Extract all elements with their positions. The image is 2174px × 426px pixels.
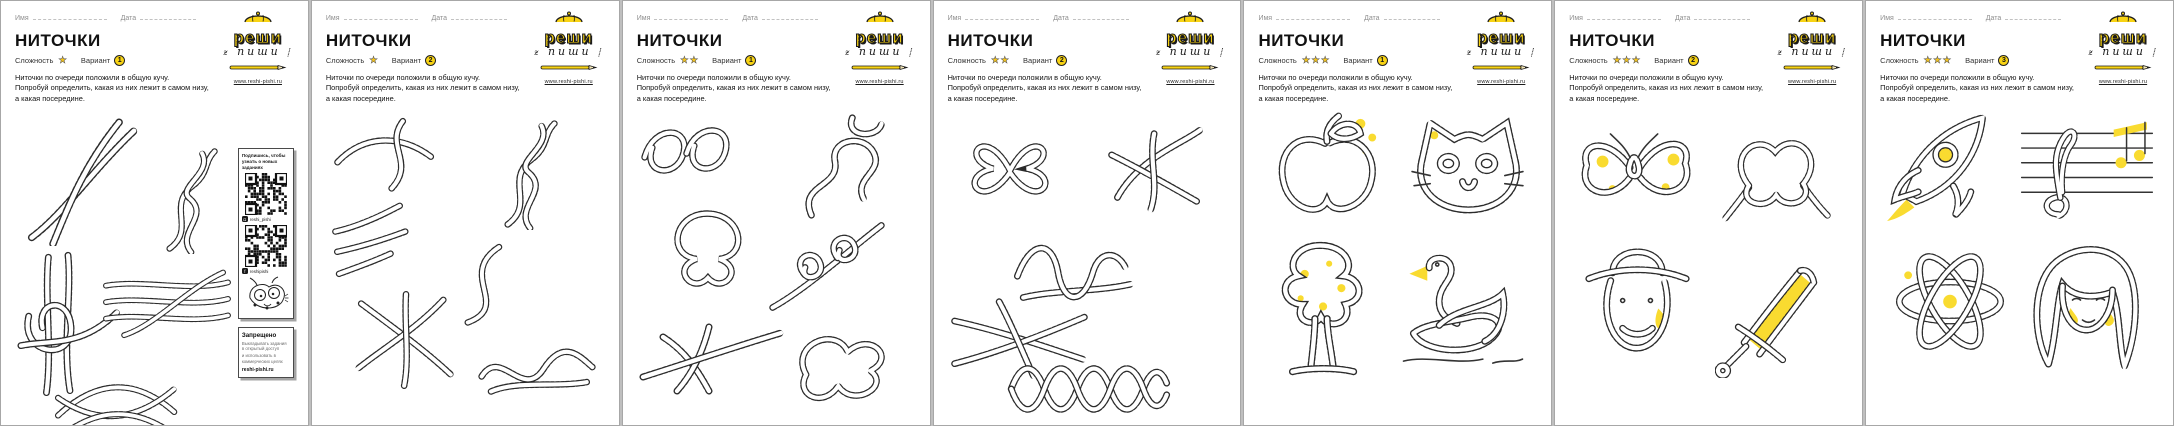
logo-word-pishi: ƶ пиши ⸽ (223, 45, 293, 58)
logo-flourish: ⸽ (598, 48, 604, 57)
instagram-handle: reshi_pishi (249, 216, 271, 222)
logo-flourish: ⸽ (1530, 48, 1536, 57)
forbidden-box (238, 327, 294, 377)
page-title: НИТОЧКИ (15, 31, 101, 50)
instructions-line: Попробуй определить, какая из них лежит в самом низу, (947, 83, 1142, 93)
qr-code-facebook (245, 225, 287, 267)
star-icon: ★ (680, 54, 689, 66)
star-icon: ★ (689, 54, 699, 66)
name-blank-line (1276, 13, 1350, 20)
name-blank-line (1898, 13, 1972, 20)
logo-url: www.reshi-pishi.ru (1166, 79, 1215, 86)
logo-word-pishi: ƶ пиши ⸽ (1466, 45, 1536, 58)
variant-number-badge: 1 (1377, 55, 1388, 66)
difficulty-label: Сложность (947, 56, 986, 65)
qr-code-instagram (245, 173, 287, 215)
thread-drawings (1258, 110, 1537, 422)
difficulty-stars (57, 56, 67, 66)
thread-tangle-twist-figure (494, 118, 570, 230)
name-blank-line (654, 13, 728, 20)
difficulty-stars (679, 56, 698, 66)
difficulty-stars (368, 56, 378, 66)
instructions-line: Ниточки по очереди положили в общую кучу. (325, 73, 481, 82)
date-label: Дата (120, 15, 137, 22)
thread-tangle-chevrons-figure (328, 196, 420, 280)
logo-word-pishi: ƶ пиши ⸽ (845, 45, 915, 58)
logo-flourish: ⸽ (1841, 48, 1847, 57)
logo-flourish: ƶ (1777, 48, 1785, 57)
instructions-line: Ниточки по очереди положили в общую кучу. (947, 73, 1102, 82)
logo-word-pishi: ƶ пиши ⸽ (2088, 45, 2158, 58)
star-icon: ★ (1000, 54, 1010, 66)
logo-word-reshi: реши (2098, 28, 2148, 47)
thread-tangle-bird-figure (1100, 116, 1216, 218)
instagram-row (242, 216, 290, 222)
star-icon: ★ (1612, 54, 1622, 66)
difficulty-label: Сложность (1258, 56, 1297, 65)
subscribe-text: Подпишись, чтобы узнать о новых заданиях (241, 153, 286, 170)
instructions (1569, 73, 1785, 104)
graduation-cap-icon (2108, 10, 2138, 23)
star-icon: ★ (1320, 54, 1330, 66)
date-label: Дата (1364, 15, 1380, 22)
star-icon: ★ (1622, 54, 1631, 66)
name-label: Имя (636, 15, 651, 22)
thread-drawings (637, 110, 916, 422)
reshi-pishi-logo (841, 10, 919, 85)
instructions (637, 73, 853, 104)
name-label: Имя (947, 15, 962, 22)
instructions-line: а какая посередине. (15, 93, 85, 103)
thread-tangle-cross-figure (15, 118, 155, 246)
date-blank-line (1384, 13, 1440, 20)
thread-girl-face-figure (2024, 236, 2150, 376)
thread-atom-figure (1884, 246, 2016, 358)
logo-url: www.reshi-pishi.ru (2098, 79, 2148, 86)
difficulty-stars (1923, 56, 1952, 66)
forbidden-title: Запрещено (241, 332, 277, 340)
star-icon: ★ (58, 54, 67, 66)
thread-tangle-loops-figure (637, 110, 761, 194)
thread-tangle-blob-figure (777, 316, 909, 420)
worksheet-page (1865, 0, 2174, 426)
difficulty-label: Сложность (1569, 56, 1608, 65)
date-blank-line (140, 13, 196, 20)
instructions-line: Попробуй определить, какая из них лежит в самом низу, (1569, 83, 1764, 93)
pencil-icon (540, 64, 598, 71)
thread-tree-figure (1264, 238, 1376, 378)
graduation-cap-icon (1797, 10, 1827, 23)
thread-rocket-figure (1884, 110, 2008, 222)
logo-flourish: ƶ (1466, 48, 1475, 57)
facebook-icon: f (242, 268, 248, 274)
logo-word-reshi: реши (544, 28, 593, 47)
thread-tangle-trefoil-figure (954, 110, 1066, 218)
star-icon: ★ (1311, 54, 1320, 66)
thread-butterfly-figure (1575, 110, 1703, 218)
instructions (326, 73, 542, 104)
instructions (1880, 73, 2096, 104)
pencil-icon (229, 64, 287, 71)
ladybug-mascot-illustration (243, 276, 289, 314)
difficulty-stars (990, 56, 1009, 66)
page-title: НИТОЧКИ (325, 31, 412, 50)
name-label: Имя (1569, 15, 1583, 22)
reshi-pishi-logo (219, 10, 297, 85)
thread-drawings (948, 110, 1227, 422)
variant-number-badge: 1 (745, 55, 756, 66)
pencil-icon (1783, 64, 1841, 71)
star-icon: ★ (1631, 54, 1641, 66)
star-icon: ★ (1942, 54, 1952, 66)
logo-url: www.reshi-pishi.ru (1788, 79, 1837, 86)
pencil-icon (1472, 64, 1530, 71)
instructions-line: а какая посередине. (636, 93, 707, 103)
thread-tangle-twist-figure (157, 146, 229, 254)
variant-label: Вариант (1965, 56, 1995, 65)
logo-flourish: ⸽ (287, 48, 293, 57)
name-blank-line (1587, 13, 1661, 20)
thread-drawings (1880, 110, 2159, 422)
logo-flourish: ƶ (534, 48, 542, 57)
thread-sword-figure (1715, 244, 1841, 378)
thread-tangle-braid-figure (101, 260, 233, 346)
variant-label: Вариант (80, 56, 111, 65)
instructions-line: Ниточки по очереди положили в общую кучу. (1569, 73, 1724, 82)
variant-number-badge: 2 (1056, 55, 1067, 66)
instructions-line: Попробуй определить, какая из них лежит в самом низу, (325, 83, 520, 93)
worksheet-page (0, 0, 309, 426)
logo-word-reshi: реши (855, 28, 904, 47)
subscribe-box (238, 148, 294, 319)
worksheet-page (933, 0, 1242, 426)
page-title: НИТОЧКИ (1258, 31, 1345, 50)
thread-cat-figure (1404, 110, 1530, 218)
difficulty-label: Сложность (1880, 56, 1919, 65)
difficulty-label: Сложность (15, 56, 54, 65)
graduation-cap-icon (554, 10, 584, 23)
star-icon: ★ (369, 54, 378, 66)
instructions-line: а какая посередине. (1880, 93, 1951, 103)
worksheet-page (1554, 0, 1863, 426)
star-icon: ★ (1301, 54, 1311, 66)
page-title: НИТОЧКИ (636, 31, 723, 50)
date-label: Дата (742, 15, 758, 22)
instructions-line: Ниточки по очереди положили в общую кучу. (1880, 73, 2035, 82)
variant-number-badge: 3 (1998, 55, 2009, 66)
instructions-line: Ниточки по очереди положили в общую кучу. (15, 73, 170, 82)
variant-label: Вариант (712, 56, 742, 65)
logo-word-pishi: ƶ пиши ⸽ (1155, 45, 1225, 58)
logo-flourish: ƶ (1155, 48, 1164, 57)
graduation-cap-icon (1175, 10, 1205, 23)
logo-flourish: ƶ (223, 48, 231, 57)
thread-swan-figure (1394, 250, 1530, 374)
logo-url: www.reshi-pishi.ru (1477, 79, 1526, 86)
date-blank-line (762, 13, 818, 20)
instructions-line: Попробуй определить, какая из них лежит в самом низу, (1880, 83, 2074, 93)
logo-url: www.reshi-pishi.ru (233, 79, 282, 86)
logo-word-reshi: реши (1166, 28, 1215, 47)
difficulty-label: Сложность (325, 56, 365, 65)
variant-number-badge: 2 (425, 55, 436, 66)
forbidden-line: и использовать в коммерческих целях (241, 353, 283, 365)
instructions-line: а какая посередине. (1258, 93, 1329, 103)
date-blank-line (1694, 13, 1750, 20)
star-icon: ★ (990, 54, 1000, 66)
thread-drawings (15, 110, 294, 422)
thread-tangle-wave-figure (476, 332, 598, 404)
reshi-pishi-logo (1151, 10, 1229, 85)
reshi-pishi-logo (1462, 10, 1540, 85)
worksheet-page (1243, 0, 1552, 426)
graduation-cap-icon (1486, 10, 1516, 23)
forbidden-line: Выкладывать задания в открытый доступ (241, 340, 287, 352)
instructions-line: а какая посередине. (947, 93, 1018, 103)
name-blank-line (965, 13, 1039, 20)
logo-word-reshi: реши (1787, 28, 1837, 47)
name-blank-line (344, 13, 418, 20)
star-icon: ★ (1933, 54, 1942, 66)
pencil-icon (851, 64, 909, 71)
date-blank-line (451, 13, 507, 20)
logo-word-reshi: реши (1477, 28, 1526, 47)
thread-apple-figure (1268, 110, 1386, 228)
instructions-line: а какая посередине. (325, 93, 396, 103)
promo-sidebar (238, 148, 294, 378)
logo-flourish: ƶ (845, 48, 853, 57)
variant-label: Вариант (1654, 56, 1684, 65)
reshi-pishi-logo (530, 10, 608, 85)
logo-flourish: ƶ (2088, 48, 2096, 57)
page-title: НИТОЧКИ (1569, 31, 1656, 50)
pencil-icon (1161, 64, 1219, 71)
date-blank-line (1073, 13, 1129, 20)
thread-tangle-arcs-figure (51, 354, 183, 426)
variant-label: Вариант (391, 56, 422, 65)
date-label: Дата (1053, 15, 1069, 22)
instructions (1258, 73, 1474, 104)
reshi-pishi-logo (2084, 10, 2162, 85)
thread-drawings (326, 110, 605, 422)
thread-tangle-coil-figure (765, 214, 889, 318)
graduation-cap-icon (865, 10, 895, 23)
date-blank-line (2005, 13, 2061, 20)
page-title: НИТОЧКИ (947, 31, 1034, 50)
name-blank-line (33, 13, 107, 20)
page-title: НИТОЧКИ (1880, 31, 1966, 50)
difficulty-stars (1301, 56, 1330, 66)
variant-label: Вариант (1023, 56, 1053, 65)
instructions-line: Попробуй определить, какая из них лежит в самом низу, (1258, 83, 1453, 93)
date-label: Дата (431, 15, 448, 22)
name-label: Имя (325, 15, 340, 22)
instagram-icon: ◘ (243, 216, 247, 222)
instructions-line: а какая посередине. (1569, 93, 1640, 103)
difficulty-stars (1612, 56, 1641, 66)
instructions (15, 73, 231, 104)
thread-tangle-pretzel-figure (655, 198, 759, 302)
reshi-pishi-logo (1773, 10, 1851, 85)
thread-knot-figure (1717, 116, 1839, 228)
instructions (948, 73, 1164, 104)
thread-tangle-sine-figure (1004, 354, 1172, 422)
forbidden-site: reshi-pishi.ru (241, 366, 274, 373)
instructions-line: Попробуй определить, какая из них лежит в самом низу, (636, 83, 831, 93)
logo-word-reshi: реши (233, 28, 283, 47)
facebook-row (242, 268, 290, 274)
thread-tangle-cross-small-figure (350, 288, 462, 392)
star-icon: ★ (1923, 54, 1933, 66)
logo-word-pishi: ƶ пиши ⸽ (534, 45, 604, 58)
instructions-line: Попробуй определить, какая из них лежит в самом низу, (15, 83, 209, 93)
name-label: Имя (1258, 15, 1273, 22)
logo-url: www.reshi-pishi.ru (855, 79, 904, 86)
difficulty-label: Сложность (636, 56, 676, 65)
worksheet-page (311, 0, 620, 426)
facebook-handle: reshipishi (249, 268, 269, 274)
thread-tangle-snake-figure (795, 110, 899, 222)
graduation-cap-icon (243, 10, 273, 23)
variant-number-badge: 1 (114, 55, 125, 66)
pencil-icon (2094, 64, 2152, 71)
thread-tangle-hook-figure (330, 110, 442, 194)
instructions-line: Ниточки по очереди положили в общую кучу. (1258, 73, 1413, 82)
name-label: Имя (1880, 15, 1894, 22)
logo-word-pishi: ƶ пиши ⸽ (1777, 45, 1847, 58)
date-label: Дата (1674, 15, 1691, 22)
logo-url: www.reshi-pishi.ru (544, 79, 593, 86)
variant-label: Вариант (1343, 56, 1373, 65)
logo-flourish: ⸽ (2152, 48, 2158, 57)
thread-treble-clef-figure (2018, 110, 2156, 222)
name-label: Имя (15, 15, 29, 22)
instructions-line: Ниточки по очереди положили в общую кучу. (636, 73, 791, 82)
thread-hat-face-figure (1575, 236, 1699, 372)
worksheet-page (622, 0, 931, 426)
thread-tangle-plane-figure (637, 306, 787, 398)
logo-flourish: ⸽ (909, 48, 915, 57)
thread-drawings (1569, 110, 1848, 422)
date-label: Дата (1985, 15, 2002, 22)
variant-number-badge: 2 (1688, 55, 1699, 66)
logo-flourish: ⸽ (1219, 48, 1225, 57)
